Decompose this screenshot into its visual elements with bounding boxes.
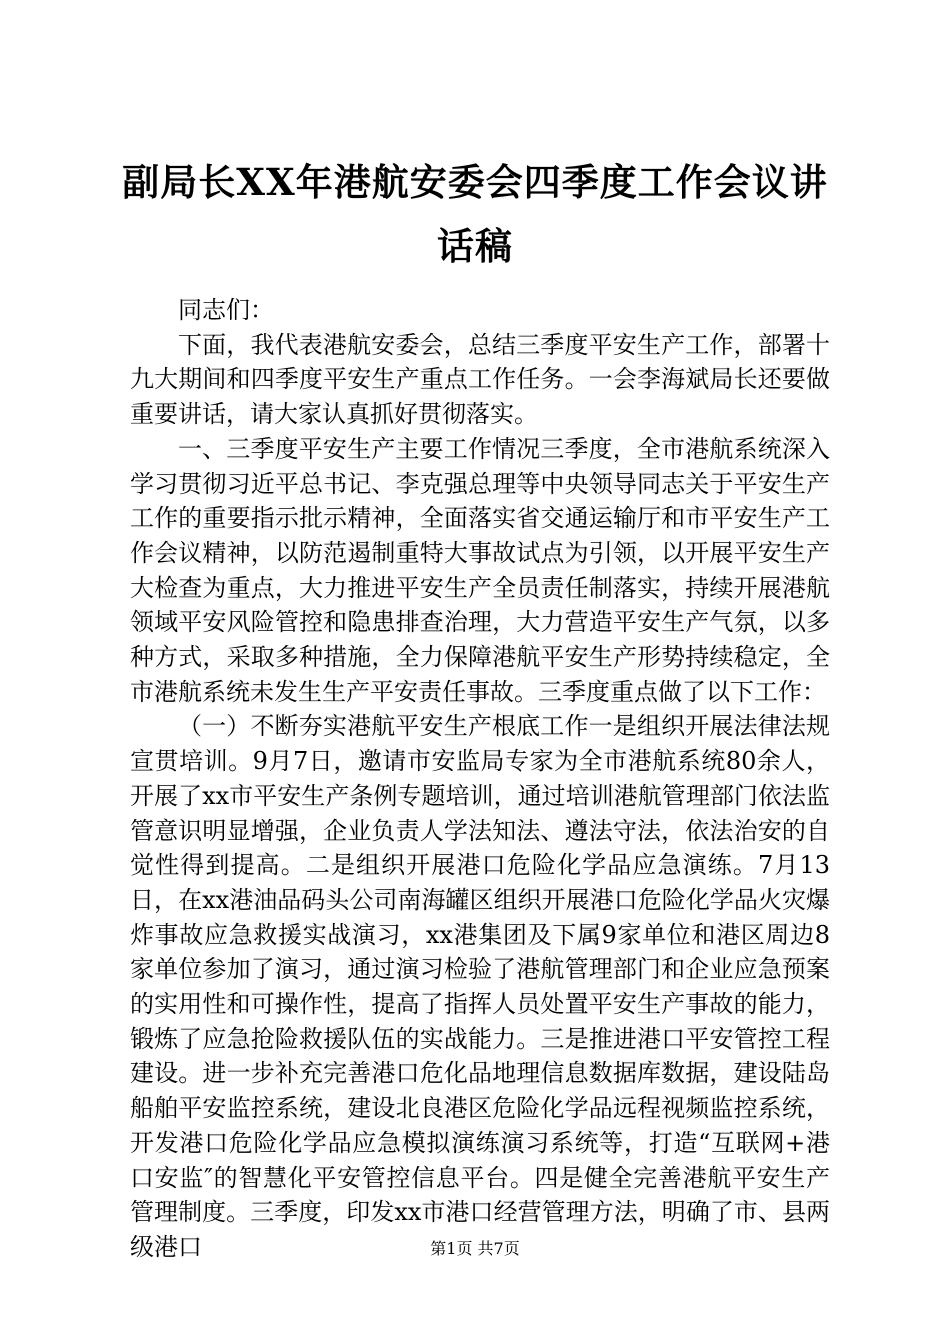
intro-paragraph: 下面，我代表港航安委会，总结三季度平安生产工作，部署十九大期间和四季度平安生产重点工作任务。一会李海斌局长还要做重要讲话，请大家认真抓好贯彻落实。 xyxy=(130,330,830,429)
subsection-one-paragraph: （一）不断夯实港航平安生产根底工作一是组织开展法律法规宣贯培训。9月7日，邀请市安监局专家为全市港航系统80余人，开展了xx市平安生产条例专题培训，通过培训港航管理部门依法监管意识明显增强，企业负责人学法知法、遵法守法，依法治安的自觉性得到提高。二是组织开展港口危险化学品应急演练。7月13日，在xx港油品码头公司南海罐区组织开展港口危险化学品火灾爆炸事故应急救援实战演习，xx港集团及下属9家单位和港区周边8家单位参加了演习，通过演习检验了港航管理部门和企业应急预案的实用性和可操作性，提高了指挥人员处置平安生产事故的能力，锻炼了应急抢险救援队伍的实战能力。三是推进港口平安管控工程建设。进一步补充完善港口危化品地理信息数据库数据，建设陆岛船舶平安监控系统，建设北良港区危险化学品远程视频监控系统，开发港口危险化学品应急模拟演练演习系统等，打造“互联网+港口安监″的智慧化平安管控信息平台。四是健全完善港航平安生产管理制度。三季度，印发xx市港口经营管理方法，明确了市、县两级港口 xyxy=(130,712,830,1261)
page-number-footer: 第1页 共7页 xyxy=(430,1239,520,1258)
document-body xyxy=(130,293,830,1265)
salutation-paragraph: 同志们： xyxy=(178,296,274,324)
document-title: 副局长XX年港航安委会四季度工作会议讲话稿 xyxy=(122,160,828,268)
section-one-paragraph: 一、三季度平安生产主要工作情况三季度，全市港航系统深入学习贯彻习近平总书记、李克强总理等中央领导同志关于平安生产工作的重要指示批示精神，全面落实省交通运输厅和市平安生产工作会议精神，以防范遏制重特大事故试点为引领，以开展平安生产大检查为重点，大力推进平安生产全员责任制落实，持续开展港航领域平安风险管控和隐患排查治理，大力营造平安生产气氛，以多种方式，采取多种措施，全力保障港航平安生产形势持续稳定，全市港航系统未发生生产平安责任事故。三季度重点做了以下工作： xyxy=(130,434,830,706)
